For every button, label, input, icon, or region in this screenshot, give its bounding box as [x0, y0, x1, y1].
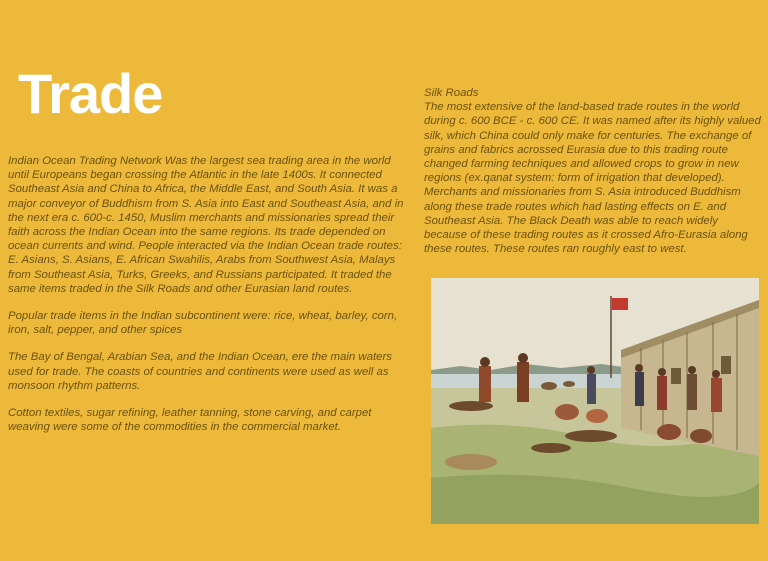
indian-ocean-paragraph: Indian Ocean Trading Network Was the largest sea trading area in the world until Europeans began crossing the Atlantic in the late 1400s. It connected Southeast Asia and China to Africa, the Middle East, and South Asia. It was a major conveyor of Buddhism from S. Asia into East and Southeast Asia, and in the next era c. 600-c. 1450, Muslim merchants and missionaries spread their faith across the Indian Ocean into the same regions. Its trade depended on ocean currents and wind. People interacted via the Indian Ocean trade routes: E. Asians, S. Asians, E. African Swahilis, Arabs from Southwest Asia, Malays from Southeast Asia, Turks, Greeks, and Russians participated. It traded the same items traded in the Silk Roads and other Eurasian land routes.: [8, 155, 404, 295]
waters-paragraph: The Bay of Bengal, Arabian Sea, and the Indian Ocean, ere the main waters used for trade. The coasts of countries and continents were used as well as monsoon rhythm patterns.: [8, 351, 392, 392]
trading-post-illustration: [431, 278, 759, 524]
silk-roads-heading: Silk Roads: [424, 87, 479, 99]
slide-title: Trade: [18, 62, 163, 125]
commodities-paragraph: Cotton textiles, sugar refining, leather tanning, stone carving, and carpet weaving were some of the commodities in the commercial market.: [8, 407, 372, 434]
silk-roads-paragraph: The most extensive of the land-based trade routes in the world during c. 600 BCE - c. 600 CE. It was named after its highly valued silk, which China could only make for centuries. The exchange of grains and fabrics acrossed Eurasia due to this trading route changed farming techniques and allowed crops to grow in new regions (ex.qanat system: form of irrigation that developed). Merchants and missionaries from S. Asia introduced Buddhism along these trade routes which had lasting effects on E. and Southeast Asia. The Black Death was able to reach widely because of these trading routes as it crossed Afro-Eurasia along these routes. These routes ran roughly east to west.: [424, 101, 761, 256]
trading-post-drawing: [431, 278, 759, 524]
right-column-text: [424, 86, 762, 256]
left-column-text: [8, 154, 406, 447]
trade-items-paragraph: Popular trade items in the Indian subcontinent were: rice, wheat, barley, corn, iron, salt, pepper, and other spices: [8, 310, 398, 337]
